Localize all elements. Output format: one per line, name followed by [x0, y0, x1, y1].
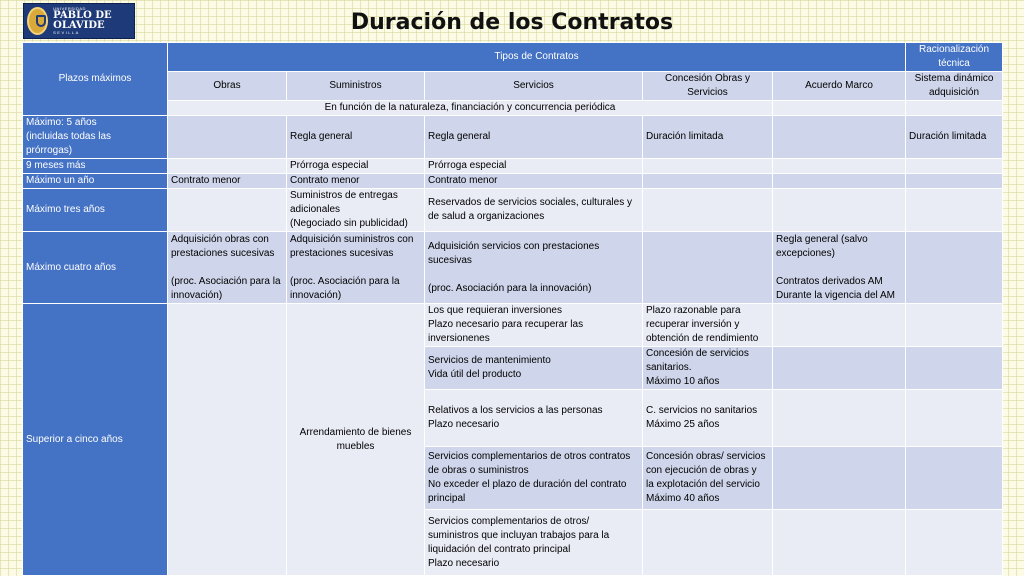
r3-servicios: Reservados de servicios sociales, culturales y de salud a organizaciones: [425, 189, 643, 232]
r5-suministros: Regla general: [287, 116, 425, 159]
empty-cell: [643, 174, 773, 189]
empty-cell: [773, 189, 906, 232]
header-concesion: Concesión Obras y Servicios: [643, 72, 773, 101]
empty-cell: [773, 390, 906, 447]
empty-cell: [168, 116, 287, 159]
r6-suministros: Arrendamiento de bienes muebles: [287, 304, 425, 576]
empty-cell: [773, 304, 906, 347]
header-funcion: En función de la naturaleza, financiación y concurrencia periódica: [168, 101, 773, 116]
empty-cell: [643, 159, 773, 174]
r1-obras: Contrato menor: [168, 174, 287, 189]
empty-cell: [906, 304, 1003, 347]
r9-servicios: Prórroga especial: [425, 159, 643, 174]
r5-sistema: Duración limitada: [906, 116, 1003, 159]
r5-servicios: Regla general: [425, 116, 643, 159]
row-label-tres-anos: Máximo tres años: [23, 189, 168, 232]
empty-cell: [906, 232, 1003, 304]
logo-line3: SEVILLA: [53, 30, 80, 35]
r4-acuerdo: Regla general (salvo excepciones) Contratos derivados AM Durante la vigencia del AM: [773, 232, 906, 304]
header-servicios: Servicios: [425, 72, 643, 101]
empty-cell: [643, 232, 773, 304]
r6-concesion-2: Concesión de servicios sanitarios. Máximo 10 años: [643, 347, 773, 390]
page-title: Duración de los Contratos: [350, 10, 674, 35]
empty-cell: [906, 447, 1003, 510]
empty-cell: [906, 159, 1003, 174]
row-label-5-anos: Máximo: 5 años (incluidas todas las prórrogas): [23, 116, 168, 159]
r1-servicios: Contrato menor: [425, 174, 643, 189]
header-obras: Obras: [168, 72, 287, 101]
empty-cell: [773, 447, 906, 510]
empty-cell: [773, 101, 906, 116]
r6-servicios-1: Los que requieran inversiones Plazo necesario para recuperar las inversionenes: [425, 304, 643, 347]
empty-cell: [906, 101, 1003, 116]
empty-cell: [906, 174, 1003, 189]
row-label-cuatro-anos: Máximo cuatro años: [23, 232, 168, 304]
logo-line1: UNIVERSIDAD: [53, 6, 86, 11]
r4-suministros: Adquisición suministros con prestaciones sucesivas (proc. Asociación para la innovación): [287, 232, 425, 304]
empty-cell: [168, 159, 287, 174]
header-plazos: Plazos máximos: [23, 43, 168, 116]
r9-suministros: Prórroga especial: [287, 159, 425, 174]
r4-servicios: Adquisición servicios con prestaciones sucesivas (proc. Asociación para la innovación): [425, 232, 643, 304]
r3-suministros: Suministros de entregas adicionales (Negociado sin publicidad): [287, 189, 425, 232]
r6-servicios-2: Servicios de mantenimiento Vida útil del producto: [425, 347, 643, 390]
empty-cell: [168, 304, 287, 576]
header-racionalizacion: Racionalización técnica: [906, 43, 1003, 72]
r6-concesion-4: Concesión obras/ servicios con ejecución de obras y la explotación del servicio Máximo 40 años: [643, 447, 773, 510]
empty-cell: [168, 189, 287, 232]
header-acuerdo: Acuerdo Marco: [773, 72, 906, 101]
empty-cell: [643, 189, 773, 232]
empty-cell: [773, 510, 906, 576]
empty-cell: [773, 159, 906, 174]
r6-servicios-4: Servicios complementarios de otros contratos de obras o suministros No exceder el plazo de duración del contrato principal: [425, 447, 643, 510]
header-tipos: Tipos de Contratos: [168, 43, 906, 72]
r6-concesion-5: [643, 510, 773, 576]
empty-cell: [906, 347, 1003, 390]
r1-suministros: Contrato menor: [287, 174, 425, 189]
header-suministros: Suministros: [287, 72, 425, 101]
r6-servicios-3: Relativos a los servicios a las personas Plazo necesario: [425, 390, 643, 447]
r5-concesion: Duración limitada: [643, 116, 773, 159]
contracts-duration-table: [22, 42, 1003, 576]
empty-cell: [906, 189, 1003, 232]
empty-cell: [773, 174, 906, 189]
r4-obras: Adquisición obras con prestaciones sucesivas (proc. Asociación para la innovación): [168, 232, 287, 304]
row-label-superior-cinco: Superior a cinco años: [23, 304, 168, 576]
header-sistema: Sistema dinámico adquisición: [906, 72, 1003, 101]
r6-concesion-1: Plazo razonable para recuperar inversión y obtención de rendimiento: [643, 304, 773, 347]
logo-line2: PABLO DE OLAVIDE: [53, 10, 112, 31]
row-label-9-meses: 9 meses más: [23, 159, 168, 174]
empty-cell: [773, 116, 906, 159]
empty-cell: [773, 347, 906, 390]
empty-cell: [906, 510, 1003, 576]
r6-concesion-3: C. servicios no sanitarios Máximo 25 años: [643, 390, 773, 447]
empty-cell: [906, 390, 1003, 447]
row-label-un-ano: Máximo un año: [23, 174, 168, 189]
r6-servicios-5: Servicios complementarios de otros/ suministros que incluyan trabajos para la liquidación del contrato principal Plazo necesario: [425, 510, 643, 576]
